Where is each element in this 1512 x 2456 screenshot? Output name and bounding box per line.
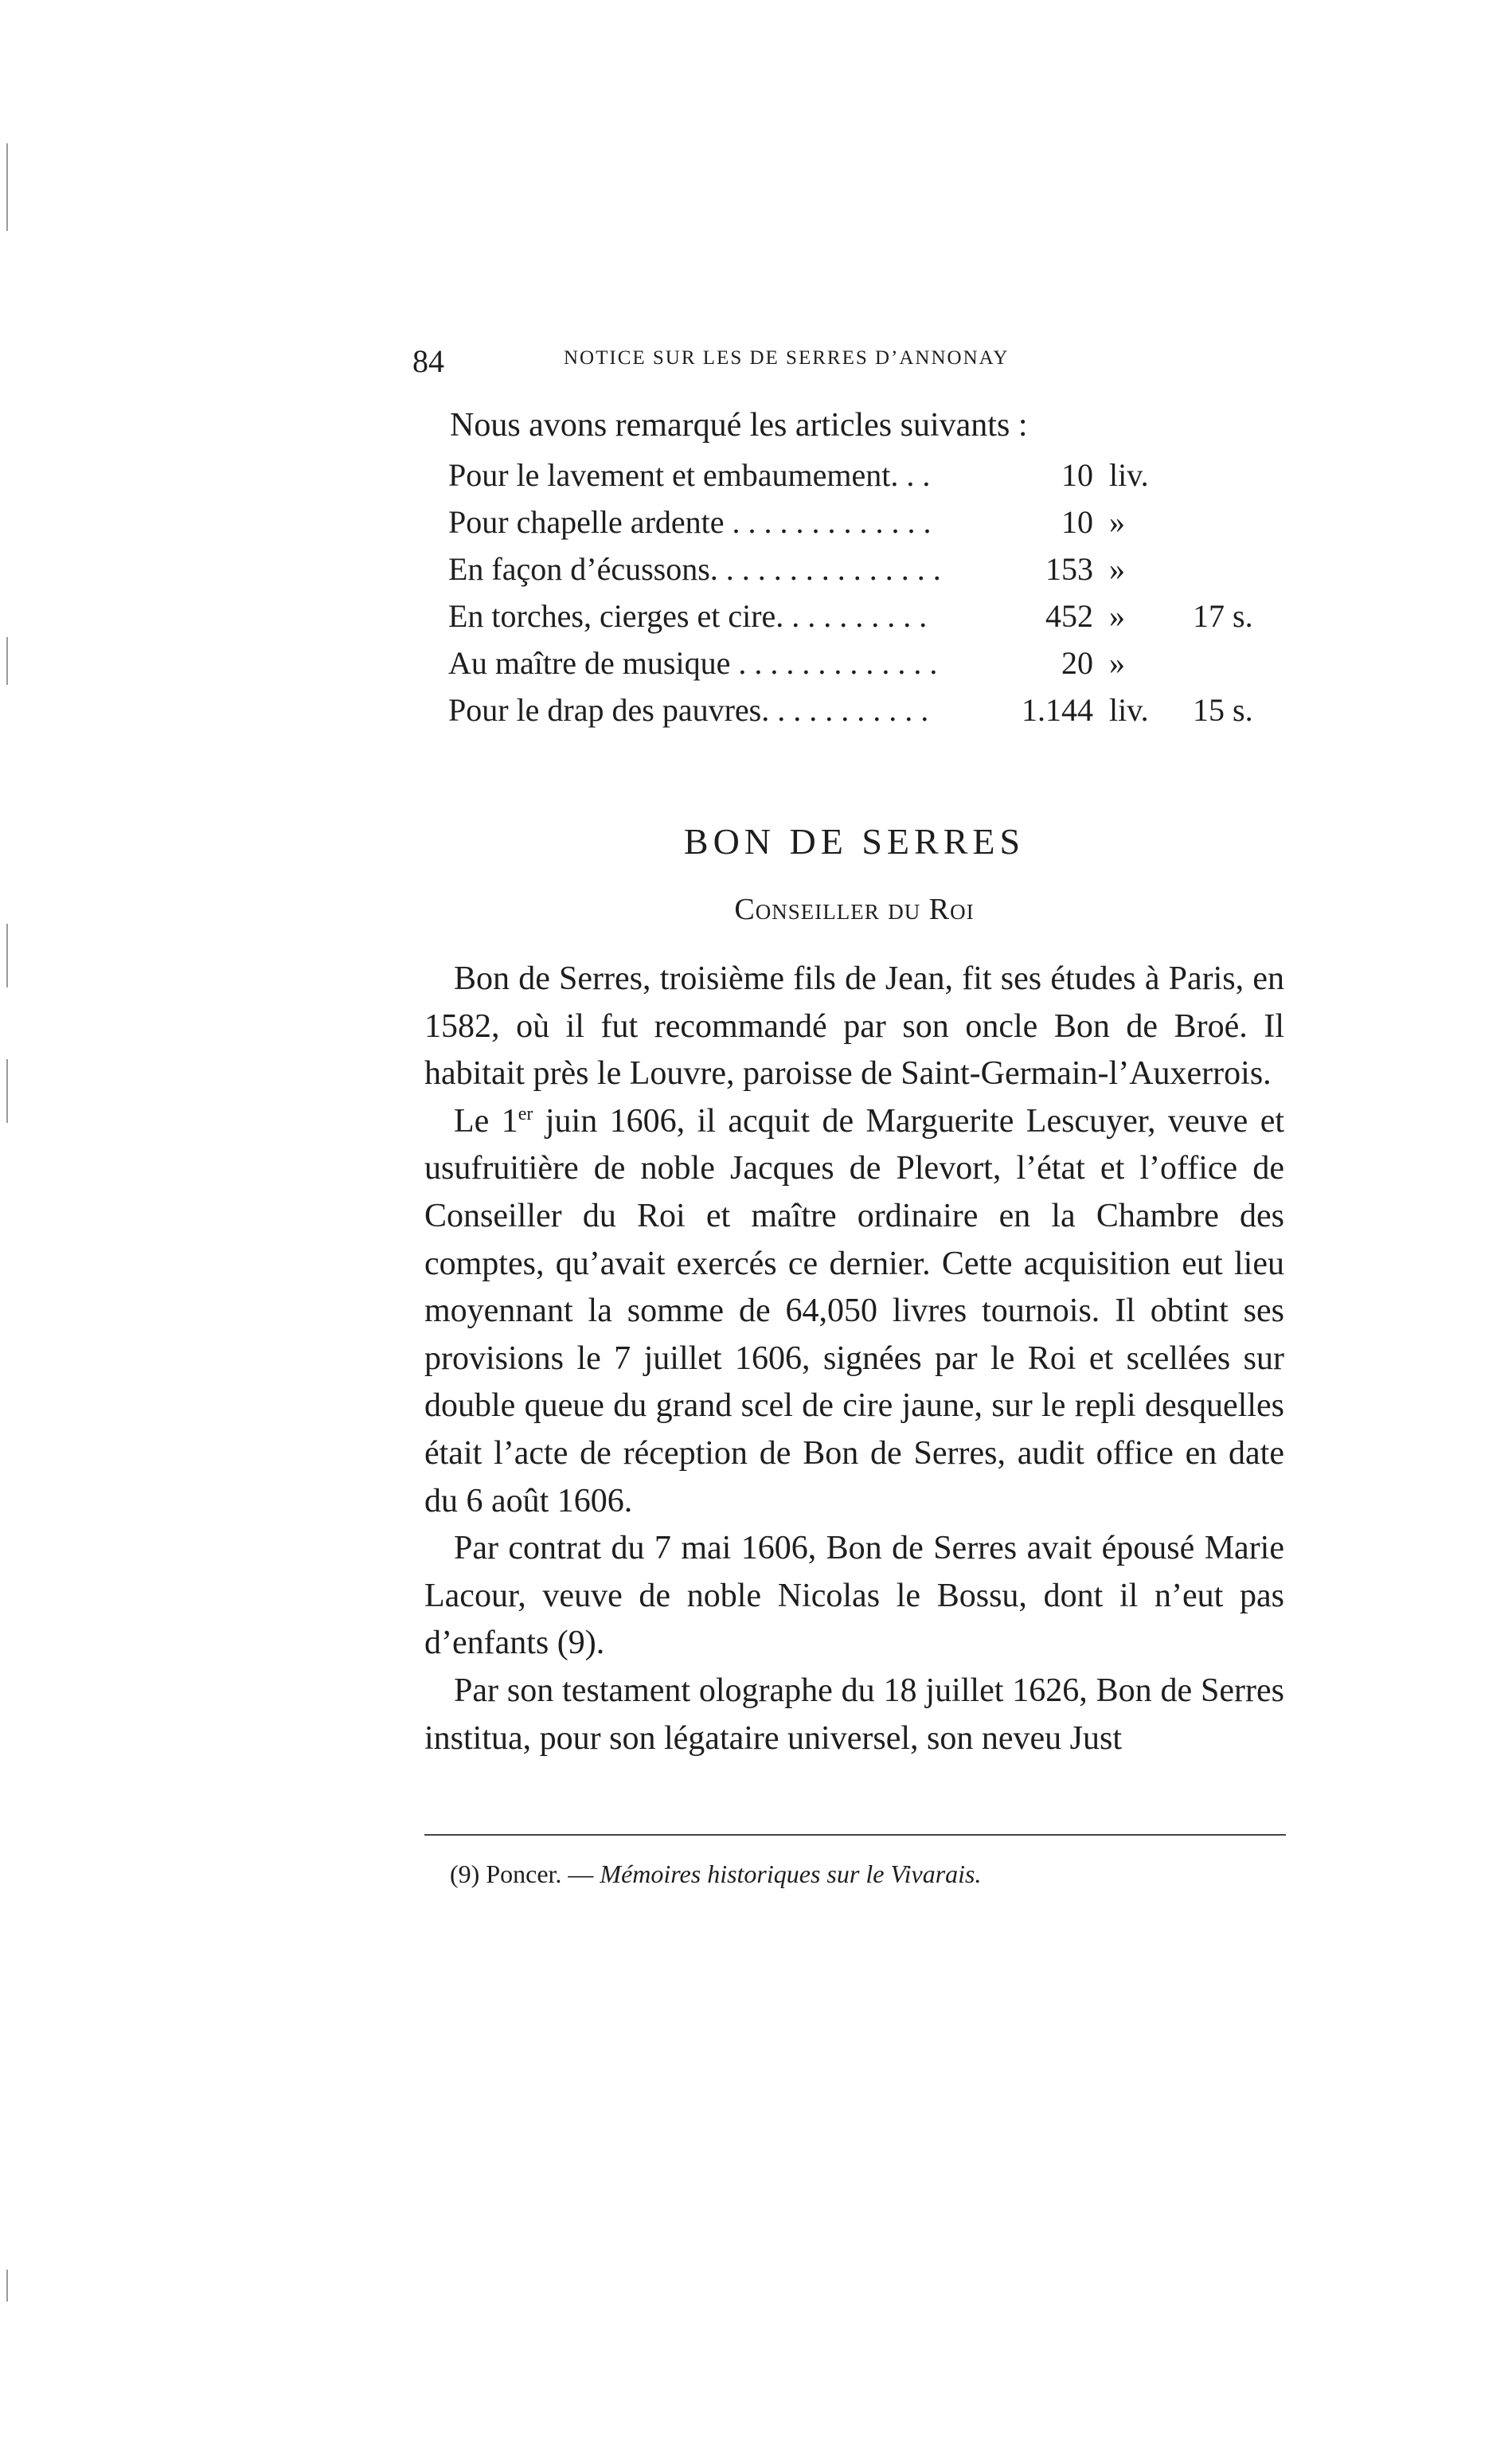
- ledger-unit: »: [1109, 551, 1125, 587]
- footnote: [450, 1860, 1278, 1889]
- ordinal-superscript: er: [518, 1103, 533, 1124]
- ledger-label: En torches, cierges et cire. . . . . . . . . .: [448, 598, 928, 634]
- paragraph-lead: Le 1: [454, 1102, 518, 1140]
- ledger-label: Pour le drap des pauvres. . . . . . . . . . .: [448, 692, 929, 728]
- ledger-extra: 17 s.: [1193, 598, 1253, 634]
- ledger-unit: liv.: [1109, 692, 1149, 728]
- ledger-row: [448, 550, 1292, 597]
- ledger-unit: »: [1109, 645, 1125, 681]
- footnote-title: Mémoires historiques sur le Vivarais.: [600, 1860, 982, 1888]
- section-subtitle: Conseiller du Roi: [734, 893, 975, 926]
- expense-ledger: [448, 456, 1292, 738]
- section-title: BON DE SERRES: [683, 821, 1026, 862]
- ledger-row: [448, 644, 1292, 691]
- ledger-row: [448, 691, 1292, 738]
- paragraph: Par contrat du 7 mai 1606, Bon de Serres avait épousé Marie Lacour, veuve de noble Nicolas le Bossu, dont il n’eut pas d’enfants (9).: [424, 1530, 1284, 1662]
- ledger-row: [448, 456, 1292, 503]
- running-head: [412, 334, 1288, 382]
- page-number: 84: [412, 343, 444, 379]
- ledger-amount: 153: [1045, 551, 1093, 587]
- ledger-amount: 10: [1061, 457, 1093, 493]
- ledger-label: Pour chapelle ardente . . . . . . . . . . . . .: [448, 504, 932, 540]
- ledger-row: [448, 597, 1292, 644]
- scan-mark: [6, 143, 8, 231]
- ledger-label: En façon d’écussons. . . . . . . . . . . . . . .: [448, 551, 941, 587]
- ledger-extra: 15 s.: [1193, 692, 1253, 728]
- ledger-amount: 1.144: [1022, 692, 1093, 728]
- body-text: [424, 956, 1284, 1762]
- scan-mark: [6, 2270, 8, 2302]
- footnote-divider: [424, 1834, 1286, 1836]
- ledger-row: [448, 503, 1292, 550]
- footnote-prefix: (9) Poncer. —: [450, 1860, 600, 1888]
- ledger-amount: 20: [1061, 645, 1093, 681]
- intro-line: Nous avons remarqué les articles suivants :: [450, 407, 1028, 444]
- scan-mark: [6, 637, 8, 685]
- paragraph-text: juin 1606, il acquit de Marguerite Lescuyer, veuve et usufruitière de noble Jacques de Plevort, l’état et l’office de Conseiller du Roi et maître ordinaire en la Chambre des comptes, qu’avait exercés ce dernier. Cette acquisition eut lieu moyennant la somme de 64,050 livres tournois. Il obtint ses provisions le 7 juillet 1606, signées par le Roi et scellées sur double queue du grand scel de cire jaune, sur le repli desquelles était l’acte de réception de Bon de Serres, audit office en date du 6 août 1606.: [424, 1102, 1285, 1519]
- ledger-unit: »: [1109, 504, 1125, 540]
- running-title: NOTICE SUR LES DE SERRES D’ANNONAY: [564, 347, 1010, 369]
- ledger-amount: 452: [1045, 598, 1093, 634]
- scan-mark: [6, 1059, 8, 1123]
- ledger-amount: 10: [1061, 504, 1093, 540]
- paragraph: Bon de Serres, troisième fils de Jean, fit ses études à Paris, en 1582, où il fut recommandé par son oncle Bon de Broé. Il habitait près le Louvre, paroisse de Saint-Germain-l’Auxerrois.: [424, 960, 1284, 1093]
- ledger-unit: »: [1109, 598, 1125, 634]
- ledger-unit: liv.: [1109, 457, 1149, 493]
- paragraph: [424, 1098, 1284, 1525]
- paragraph: Par son testament olographe du 18 juillet 1626, Bon de Serres institua, pour son légataire universel, son neveu Just: [424, 1672, 1284, 1757]
- ledger-label: Pour le lavement et embaumement. . .: [448, 457, 931, 493]
- scan-mark: [6, 924, 8, 987]
- ledger-label: Au maître de musique . . . . . . . . . . . . .: [448, 645, 938, 681]
